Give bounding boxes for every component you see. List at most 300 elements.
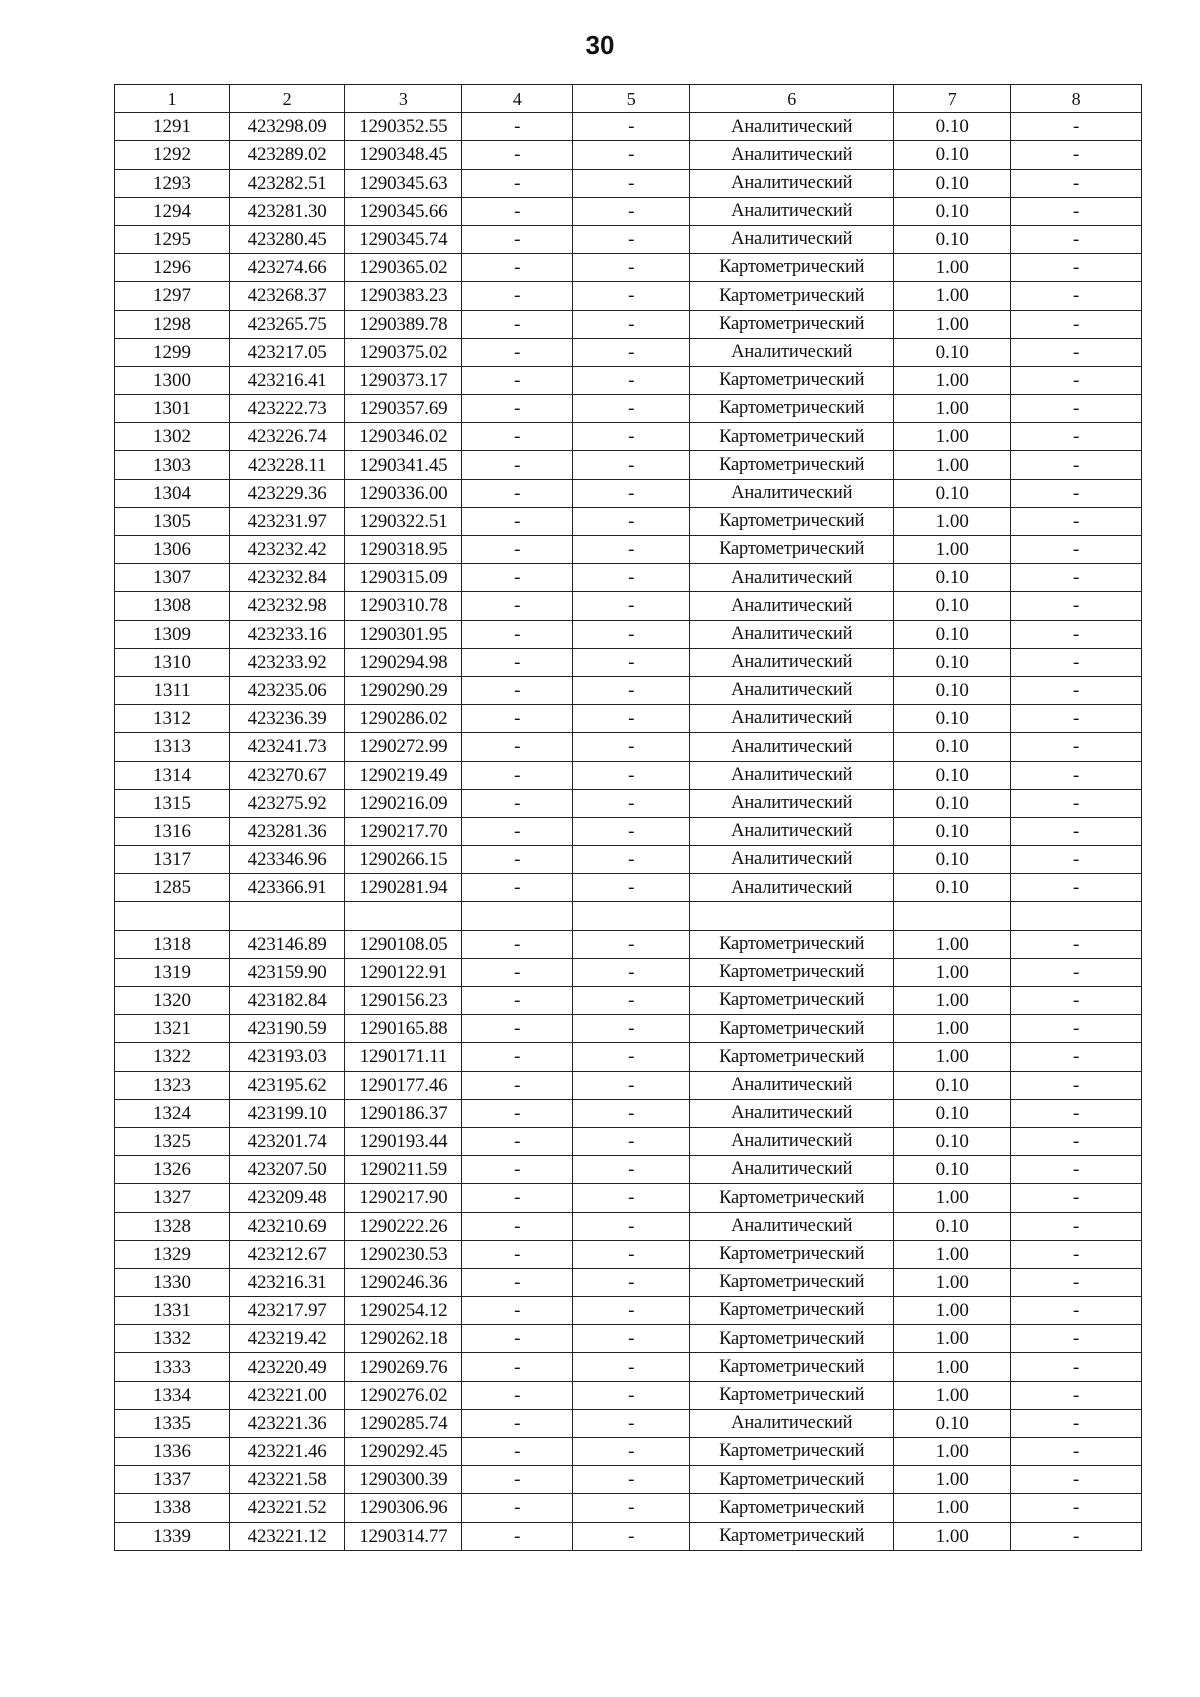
cell-y-coordinate: 1290246.36 (345, 1268, 462, 1296)
cell-method: Картометрический (690, 395, 894, 423)
cell-y-coordinate: 1290285.74 (345, 1409, 462, 1437)
cell-method: Картометрический (690, 1438, 894, 1466)
cell-point-number: 1311 (115, 676, 230, 704)
cell-col-4: - (462, 733, 573, 761)
cell-col-4: - (462, 1156, 573, 1184)
cell-col-5: - (573, 648, 690, 676)
cell-col-5: - (573, 733, 690, 761)
table-row (115, 1522, 1142, 1550)
cell-x-coordinate: 423212.67 (230, 1240, 345, 1268)
cell-y-coordinate: 1290318.95 (345, 536, 462, 564)
cell-col-5: - (573, 451, 690, 479)
column-header-y-coordinate: 3 (345, 85, 462, 113)
table-row (115, 225, 1142, 253)
cell-col-5: - (573, 1353, 690, 1381)
cell-col-5: - (573, 507, 690, 535)
table-row (115, 1184, 1142, 1212)
cell-col-4: - (462, 1127, 573, 1155)
table-row (115, 930, 1142, 958)
cell-accuracy: 1.00 (894, 958, 1011, 986)
cell-accuracy: 0.10 (894, 338, 1011, 366)
cell-y-coordinate: 1290281.94 (345, 874, 462, 902)
cell-method: Аналитический (690, 1127, 894, 1155)
cell-x-coordinate: 423281.36 (230, 817, 345, 845)
cell-col-4: - (462, 1353, 573, 1381)
cell-accuracy: 0.10 (894, 1127, 1011, 1155)
cell-accuracy: 1.00 (894, 1494, 1011, 1522)
table-row (115, 846, 1142, 874)
cell-x-coordinate: 423226.74 (230, 423, 345, 451)
cell-method: Аналитический (690, 874, 894, 902)
table-row (115, 197, 1142, 225)
cell-x-coordinate: 423233.16 (230, 620, 345, 648)
cell-y-coordinate: 1290217.70 (345, 817, 462, 845)
cell-y-coordinate: 1290306.96 (345, 1494, 462, 1522)
cell-x-coordinate: 423229.36 (230, 479, 345, 507)
table-row (115, 761, 1142, 789)
cell-col-8: - (1011, 817, 1142, 845)
cell-method: Аналитический (690, 648, 894, 676)
cell-col-8: - (1011, 1494, 1142, 1522)
cell-col-5: - (573, 338, 690, 366)
cell-col-5: - (573, 846, 690, 874)
cell-x-coordinate: 423210.69 (230, 1212, 345, 1240)
cell-accuracy: 0.10 (894, 676, 1011, 704)
cell-method: Картометрический (690, 1325, 894, 1353)
cell-col-5: - (573, 1522, 690, 1550)
cell-x-coordinate: 423221.52 (230, 1494, 345, 1522)
cell-accuracy: 0.10 (894, 846, 1011, 874)
column-header-method: 6 (690, 85, 894, 113)
cell-point-number: 1303 (115, 451, 230, 479)
cell-y-coordinate: 1290165.88 (345, 1015, 462, 1043)
table-row (115, 451, 1142, 479)
cell-col-8: - (1011, 1297, 1142, 1325)
cell-col-5: - (573, 1071, 690, 1099)
table-row (115, 1494, 1142, 1522)
cell-col-5: - (573, 958, 690, 986)
cell-col-8: - (1011, 536, 1142, 564)
cell-col-8: - (1011, 1325, 1142, 1353)
cell-x-coordinate: 423274.66 (230, 254, 345, 282)
cell-accuracy: 0.10 (894, 1071, 1011, 1099)
cell-x-coordinate: 423232.42 (230, 536, 345, 564)
cell-point-number: 1294 (115, 197, 230, 225)
cell-col-8: - (1011, 479, 1142, 507)
cell-col-4: - (462, 1212, 573, 1240)
cell-accuracy: 0.10 (894, 564, 1011, 592)
cell-col-4: - (462, 705, 573, 733)
cell-col-8: - (1011, 197, 1142, 225)
table-row (115, 1353, 1142, 1381)
cell-col-4: - (462, 1297, 573, 1325)
cell-x-coordinate: 423221.58 (230, 1466, 345, 1494)
cell-point-number: 1305 (115, 507, 230, 535)
cell-accuracy (894, 902, 1011, 930)
cell-y-coordinate: 1290301.95 (345, 620, 462, 648)
cell-x-coordinate: 423221.00 (230, 1381, 345, 1409)
cell-col-5: - (573, 197, 690, 225)
cell-accuracy: 0.10 (894, 817, 1011, 845)
cell-point-number: 1320 (115, 987, 230, 1015)
cell-col-5: - (573, 1099, 690, 1127)
table-row (115, 395, 1142, 423)
cell-accuracy: 0.10 (894, 733, 1011, 761)
table-row (115, 1268, 1142, 1296)
cell-col-4: - (462, 451, 573, 479)
cell-accuracy: 1.00 (894, 987, 1011, 1015)
cell-y-coordinate: 1290230.53 (345, 1240, 462, 1268)
cell-method: Аналитический (690, 1156, 894, 1184)
cell-x-coordinate: 423228.11 (230, 451, 345, 479)
cell-col-8: - (1011, 676, 1142, 704)
cell-point-number: 1304 (115, 479, 230, 507)
cell-point-number (115, 902, 230, 930)
cell-method: Аналитический (690, 225, 894, 253)
cell-col-8: - (1011, 874, 1142, 902)
cell-col-4: - (462, 846, 573, 874)
cell-point-number: 1307 (115, 564, 230, 592)
cell-col-8: - (1011, 930, 1142, 958)
cell-x-coordinate: 423280.45 (230, 225, 345, 253)
cell-accuracy: 0.10 (894, 1099, 1011, 1127)
cell-method: Аналитический (690, 789, 894, 817)
cell-col-5: - (573, 1381, 690, 1409)
cell-method: Аналитический (690, 620, 894, 648)
cell-point-number: 1326 (115, 1156, 230, 1184)
cell-point-number: 1293 (115, 169, 230, 197)
cell-point-number: 1327 (115, 1184, 230, 1212)
table-row (115, 874, 1142, 902)
cell-x-coordinate: 423282.51 (230, 169, 345, 197)
cell-accuracy: 1.00 (894, 1466, 1011, 1494)
column-header-col-4: 4 (462, 85, 573, 113)
cell-y-coordinate: 1290292.45 (345, 1438, 462, 1466)
cell-y-coordinate: 1290290.29 (345, 676, 462, 704)
cell-accuracy: 1.00 (894, 507, 1011, 535)
cell-x-coordinate: 423201.74 (230, 1127, 345, 1155)
cell-col-4: - (462, 958, 573, 986)
cell-accuracy: 0.10 (894, 1156, 1011, 1184)
cell-y-coordinate: 1290276.02 (345, 1381, 462, 1409)
cell-accuracy: 1.00 (894, 254, 1011, 282)
cell-col-5: - (573, 987, 690, 1015)
table-row (115, 282, 1142, 310)
cell-point-number: 1298 (115, 310, 230, 338)
cell-col-4: - (462, 366, 573, 394)
cell-col-5: - (573, 592, 690, 620)
cell-x-coordinate: 423221.36 (230, 1409, 345, 1437)
cell-x-coordinate: 423159.90 (230, 958, 345, 986)
cell-col-8: - (1011, 395, 1142, 423)
cell-col-5: - (573, 479, 690, 507)
cell-y-coordinate: 1290217.90 (345, 1184, 462, 1212)
table-row (115, 479, 1142, 507)
table-row (115, 1127, 1142, 1155)
cell-col-5: - (573, 225, 690, 253)
cell-y-coordinate: 1290375.02 (345, 338, 462, 366)
cell-y-coordinate: 1290171.11 (345, 1043, 462, 1071)
cell-method: Картометрический (690, 1381, 894, 1409)
table-row (115, 254, 1142, 282)
cell-col-5: - (573, 1466, 690, 1494)
cell-y-coordinate: 1290269.76 (345, 1353, 462, 1381)
cell-x-coordinate: 423231.97 (230, 507, 345, 535)
cell-method: Аналитический (690, 761, 894, 789)
cell-x-coordinate: 423346.96 (230, 846, 345, 874)
cell-col-5: - (573, 113, 690, 141)
cell-x-coordinate: 423221.12 (230, 1522, 345, 1550)
cell-col-5: - (573, 169, 690, 197)
cell-col-4: - (462, 1015, 573, 1043)
cell-col-4: - (462, 930, 573, 958)
cell-accuracy: 1.00 (894, 1438, 1011, 1466)
cell-col-5: - (573, 1297, 690, 1325)
cell-x-coordinate: 423268.37 (230, 282, 345, 310)
table-row (115, 1043, 1142, 1071)
cell-accuracy: 1.00 (894, 1015, 1011, 1043)
cell-point-number: 1329 (115, 1240, 230, 1268)
cell-method: Картометрический (690, 958, 894, 986)
table-row (115, 141, 1142, 169)
table-row (115, 310, 1142, 338)
table-row (115, 648, 1142, 676)
cell-col-5: - (573, 254, 690, 282)
cell-col-4: - (462, 479, 573, 507)
cell-point-number: 1309 (115, 620, 230, 648)
cell-col-8: - (1011, 592, 1142, 620)
cell-col-4: - (462, 1184, 573, 1212)
table-row (115, 958, 1142, 986)
cell-col-5: - (573, 423, 690, 451)
cell-x-coordinate: 423199.10 (230, 1099, 345, 1127)
cell-point-number: 1331 (115, 1297, 230, 1325)
cell-col-4: - (462, 676, 573, 704)
cell-y-coordinate: 1290314.77 (345, 1522, 462, 1550)
cell-y-coordinate: 1290219.49 (345, 761, 462, 789)
cell-col-5: - (573, 1240, 690, 1268)
cell-col-4: - (462, 395, 573, 423)
cell-col-8: - (1011, 846, 1142, 874)
cell-x-coordinate: 423216.31 (230, 1268, 345, 1296)
cell-accuracy: 1.00 (894, 1240, 1011, 1268)
cell-col-8: - (1011, 1409, 1142, 1437)
cell-col-4: - (462, 310, 573, 338)
cell-x-coordinate: 423146.89 (230, 930, 345, 958)
cell-col-8: - (1011, 310, 1142, 338)
table-row (115, 1015, 1142, 1043)
cell-y-coordinate: 1290341.45 (345, 451, 462, 479)
cell-y-coordinate: 1290177.46 (345, 1071, 462, 1099)
cell-point-number: 1322 (115, 1043, 230, 1071)
cell-col-5: - (573, 1494, 690, 1522)
cell-col-4: - (462, 338, 573, 366)
cell-method: Картометрический (690, 930, 894, 958)
cell-col-4: - (462, 1494, 573, 1522)
cell-accuracy: 1.00 (894, 1268, 1011, 1296)
cell-accuracy: 0.10 (894, 789, 1011, 817)
cell-point-number: 1318 (115, 930, 230, 958)
cell-x-coordinate: 423235.06 (230, 676, 345, 704)
cell-x-coordinate: 423366.91 (230, 874, 345, 902)
cell-point-number: 1339 (115, 1522, 230, 1550)
table-row (115, 1071, 1142, 1099)
cell-point-number: 1332 (115, 1325, 230, 1353)
cell-y-coordinate: 1290186.37 (345, 1099, 462, 1127)
cell-col-5: - (573, 310, 690, 338)
cell-accuracy: 0.10 (894, 648, 1011, 676)
cell-x-coordinate: 423220.49 (230, 1353, 345, 1381)
cell-point-number: 1308 (115, 592, 230, 620)
cell-point-number: 1337 (115, 1466, 230, 1494)
cell-col-4: - (462, 1381, 573, 1409)
cell-col-5: - (573, 761, 690, 789)
cell-point-number: 1328 (115, 1212, 230, 1240)
cell-col-5: - (573, 1184, 690, 1212)
cell-col-5: - (573, 705, 690, 733)
table-row (115, 592, 1142, 620)
table-row (115, 789, 1142, 817)
cell-col-4: - (462, 507, 573, 535)
cell-point-number: 1314 (115, 761, 230, 789)
cell-col-8: - (1011, 987, 1142, 1015)
cell-accuracy: 0.10 (894, 592, 1011, 620)
cell-col-8: - (1011, 282, 1142, 310)
cell-y-coordinate: 1290211.59 (345, 1156, 462, 1184)
cell-y-coordinate: 1290108.05 (345, 930, 462, 958)
cell-method: Аналитический (690, 338, 894, 366)
cell-y-coordinate: 1290365.02 (345, 254, 462, 282)
cell-x-coordinate: 423182.84 (230, 987, 345, 1015)
cell-x-coordinate: 423232.98 (230, 592, 345, 620)
cell-col-5: - (573, 1268, 690, 1296)
cell-col-8: - (1011, 733, 1142, 761)
cell-col-5: - (573, 282, 690, 310)
cell-y-coordinate: 1290122.91 (345, 958, 462, 986)
cell-col-8: - (1011, 648, 1142, 676)
table-row (115, 1240, 1142, 1268)
cell-method: Картометрический (690, 1184, 894, 1212)
table-row (115, 564, 1142, 592)
cell-x-coordinate: 423222.73 (230, 395, 345, 423)
table-row (115, 1381, 1142, 1409)
cell-col-4: - (462, 169, 573, 197)
cell-x-coordinate: 423298.09 (230, 113, 345, 141)
cell-x-coordinate: 423207.50 (230, 1156, 345, 1184)
cell-accuracy: 1.00 (894, 451, 1011, 479)
table-body (115, 113, 1142, 1551)
cell-x-coordinate: 423216.41 (230, 366, 345, 394)
cell-method: Аналитический (690, 1409, 894, 1437)
cell-method: Аналитический (690, 113, 894, 141)
cell-col-8: - (1011, 169, 1142, 197)
cell-method: Картометрический (690, 1522, 894, 1550)
cell-col-8: - (1011, 1099, 1142, 1127)
cell-point-number: 1300 (115, 366, 230, 394)
cell-accuracy: 1.00 (894, 423, 1011, 451)
table-row (115, 366, 1142, 394)
cell-method: Аналитический (690, 846, 894, 874)
cell-col-5: - (573, 789, 690, 817)
cell-method: Картометрический (690, 536, 894, 564)
coordinates-table (114, 84, 1142, 1551)
cell-col-8: - (1011, 705, 1142, 733)
cell-col-5: - (573, 141, 690, 169)
cell-y-coordinate: 1290262.18 (345, 1325, 462, 1353)
cell-col-4: - (462, 761, 573, 789)
cell-col-8: - (1011, 1268, 1142, 1296)
cell-accuracy: 0.10 (894, 197, 1011, 225)
cell-accuracy: 1.00 (894, 1184, 1011, 1212)
cell-point-number: 1295 (115, 225, 230, 253)
cell-point-number: 1301 (115, 395, 230, 423)
cell-method: Картометрический (690, 451, 894, 479)
cell-method: Картометрический (690, 1297, 894, 1325)
cell-col-5: - (573, 1156, 690, 1184)
cell-method: Аналитический (690, 676, 894, 704)
cell-y-coordinate: 1290286.02 (345, 705, 462, 733)
cell-col-4: - (462, 254, 573, 282)
cell-point-number: 1302 (115, 423, 230, 451)
cell-col-8: - (1011, 761, 1142, 789)
cell-accuracy: 1.00 (894, 395, 1011, 423)
cell-col-8: - (1011, 225, 1142, 253)
cell-point-number: 1306 (115, 536, 230, 564)
cell-col-5: - (573, 930, 690, 958)
cell-col-4: - (462, 817, 573, 845)
cell-point-number: 1296 (115, 254, 230, 282)
table-row (115, 1297, 1142, 1325)
cell-method: Аналитический (690, 705, 894, 733)
cell-method: Аналитический (690, 479, 894, 507)
cell-x-coordinate: 423190.59 (230, 1015, 345, 1043)
cell-method: Аналитический (690, 141, 894, 169)
cell-x-coordinate: 423221.46 (230, 1438, 345, 1466)
cell-col-5: - (573, 874, 690, 902)
cell-accuracy: 0.10 (894, 761, 1011, 789)
cell-accuracy: 1.00 (894, 1043, 1011, 1071)
cell-col-5: - (573, 366, 690, 394)
cell-col-4: - (462, 1268, 573, 1296)
cell-col-8: - (1011, 1156, 1142, 1184)
cell-col-8: - (1011, 141, 1142, 169)
cell-x-coordinate: 423270.67 (230, 761, 345, 789)
cell-y-coordinate: 1290346.02 (345, 423, 462, 451)
table-row (115, 1466, 1142, 1494)
cell-col-4: - (462, 113, 573, 141)
cell-point-number: 1297 (115, 282, 230, 310)
cell-col-4: - (462, 1325, 573, 1353)
cell-col-4: - (462, 1438, 573, 1466)
cell-point-number: 1321 (115, 1015, 230, 1043)
cell-x-coordinate: 423233.92 (230, 648, 345, 676)
cell-col-5 (573, 902, 690, 930)
cell-accuracy: 0.10 (894, 169, 1011, 197)
cell-col-8: - (1011, 1438, 1142, 1466)
table-row (115, 987, 1142, 1015)
cell-method: Картометрический (690, 254, 894, 282)
cell-method: Аналитический (690, 169, 894, 197)
cell-method: Картометрический (690, 1466, 894, 1494)
cell-y-coordinate: 1290345.74 (345, 225, 462, 253)
table-header-row (115, 85, 1142, 113)
table-row (115, 1409, 1142, 1437)
cell-point-number: 1285 (115, 874, 230, 902)
cell-col-8: - (1011, 1353, 1142, 1381)
column-header-col-5: 5 (573, 85, 690, 113)
cell-col-4: - (462, 423, 573, 451)
cell-col-5: - (573, 1325, 690, 1353)
